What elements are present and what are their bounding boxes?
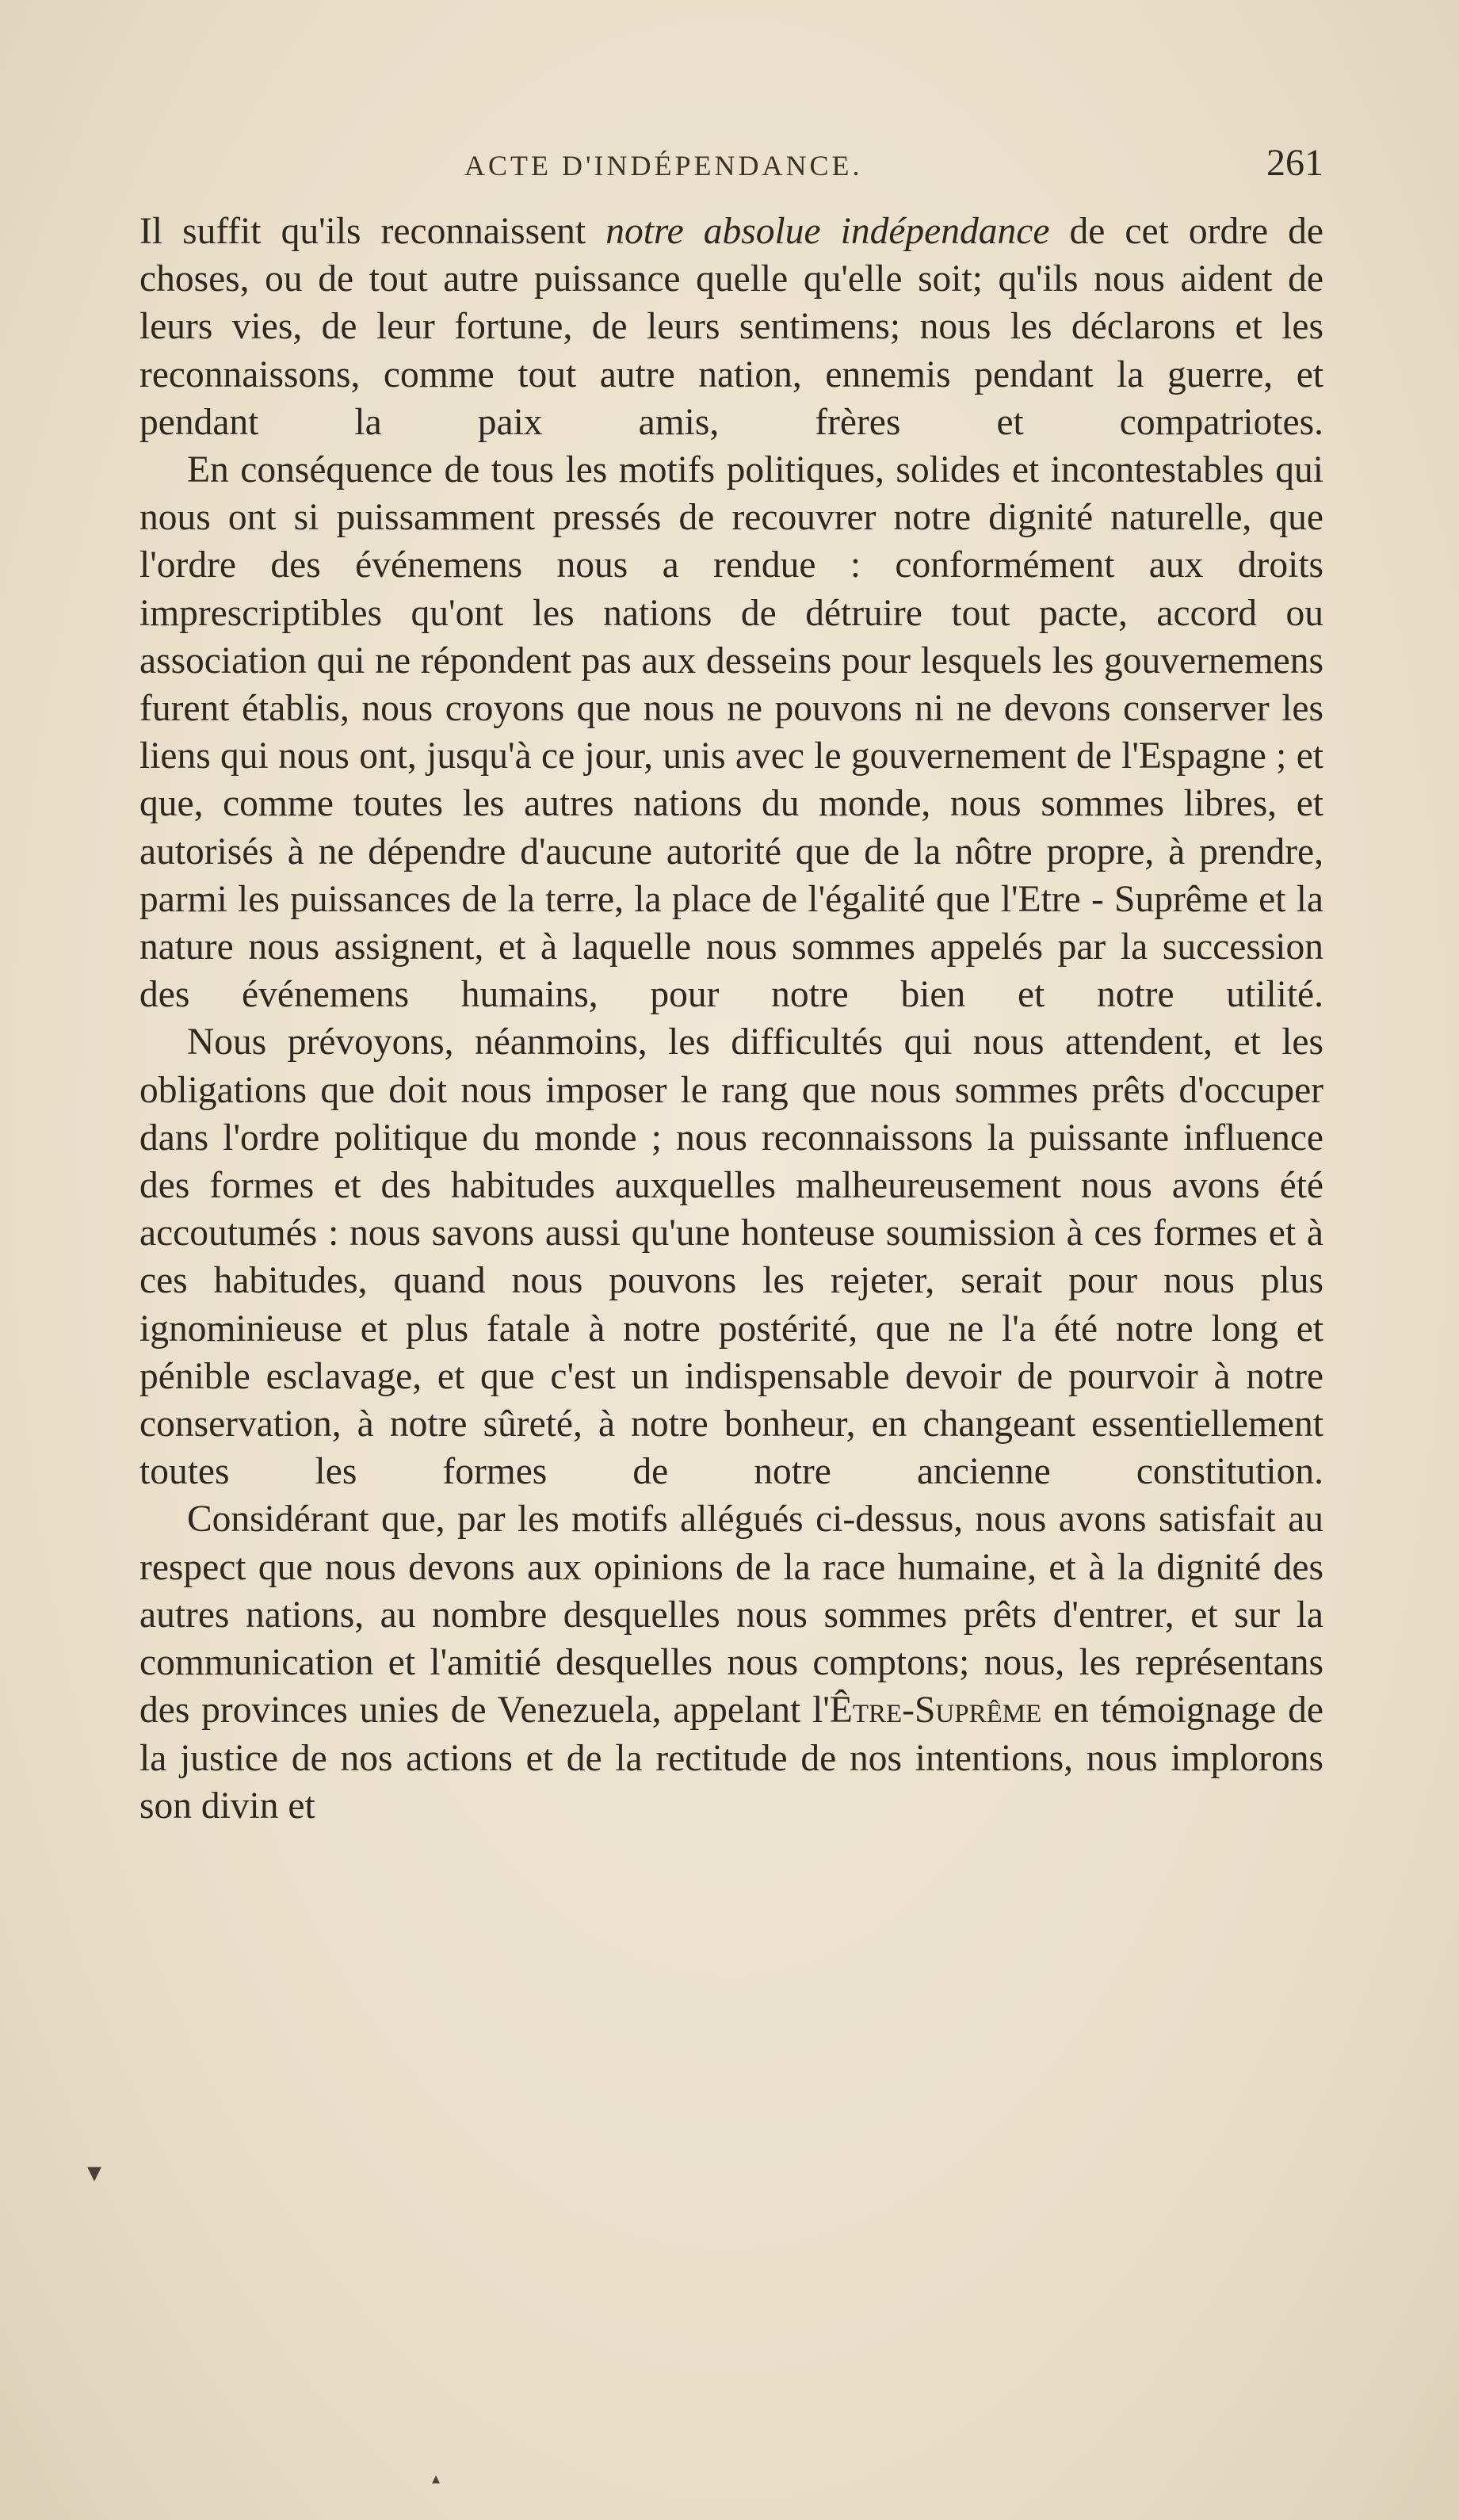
paragraph-1-text-b: de cet ordre de choses, ou de tout autre puissance quelle qu'elle soit; qu'ils nous aident de leurs vies, de leur fortune, de leurs sentimens; nous les déclarons et les reconnaissons, comme tout autre nation, ennemis pendant la guerre, et pendant la paix amis, frères et compatriotes. bbox=[139, 211, 1324, 443]
paragraph-1 bbox=[139, 208, 1323, 446]
margin-speck-left: ▾ bbox=[87, 2156, 102, 2188]
page-body bbox=[139, 208, 1323, 1830]
paragraph-1-italic-phrase: notre absolue indépendance bbox=[605, 211, 1050, 252]
page-number: 261 bbox=[1266, 142, 1323, 184]
paragraph-4-text-a: Considérant que, par les motifs allégués ci-dessus, nous avons satisfait au respect que nous devons aux opinions de la race humaine, et à la dignité des autres nations, au nombre desquelles nous sommes prêts d'entrer, et sur la communication et l'amitié desquelles nous comptons; nous, les représentans des provinces unies de Venezuela, appelant l' bbox=[139, 1499, 1323, 1732]
paragraph-4-text-b: en témoignage de la justice de nos actions et de la rectitude de nos intentions, nous implorons son divin et bbox=[139, 1690, 1323, 1827]
paragraph-2: En conséquence de tous les motifs politiques, solides et incontestables qui nous ont si puissamment pressés de recouvrer notre dignité naturelle, que l'ordre des événemens nous a rendue : conformément aux droits imprescriptibles qu'ont les nations de détruire tout pacte, accord ou association qui ne répondent pas aux desseins pour lesquels les gouvernemens furent établis, nous croyons que nous ne pouvons ni ne devons conserver les liens qui nous ont, jusqu'à ce jour, unis avec le gouvernement de l'Espagne ; et que, comme toutes les autres nations du monde, nous sommes libres, et autorisés à ne dépendre d'aucune autorité que de la nôtre propre, à prendre, parmi les puissances de la terre, la place de l'égalité que l'Etre - Suprême et la nature nous assignent, et à laquelle nous sommes appelés par la succession des événemens humains, pour notre bien et notre utilité. bbox=[139, 449, 1323, 1016]
running-title: ACTE D'INDÉPENDANCE. bbox=[464, 150, 863, 181]
paragraph-4 bbox=[139, 1495, 1323, 1829]
paragraph-4-small-caps: Être-Suprême bbox=[829, 1690, 1042, 1732]
paragraph-1-text-a: Il suffit qu'ils reconnaissent bbox=[139, 211, 606, 252]
paragraph-3: Nous prévoyons, néanmoins, les difficultés qui nous attendent, et les obligations que doit nous imposer le rang que nous sommes prêts d'occuper dans l'ordre politique du monde ; nous reconnaissons la puissante influence des formes et des habitudes auxquelles malheureusement nous avons été accoutumés : nous savons aussi qu'une honteuse soumission à ces formes et à ces habitudes, quand nous pouvons les rejeter, serait pour nous plus ignominieuse et plus fatale à notre postérité, que ne l'a été notre long et pénible esclavage, et que c'est un indispensable devoir de pourvoir à notre conservation, à notre sûreté, à notre bonheur, en changeant essentiellement toutes les formes de notre ancienne constitution. bbox=[139, 1021, 1323, 1493]
margin-speck-bottom: ▴ bbox=[432, 2470, 441, 2488]
page-header bbox=[139, 142, 1323, 197]
